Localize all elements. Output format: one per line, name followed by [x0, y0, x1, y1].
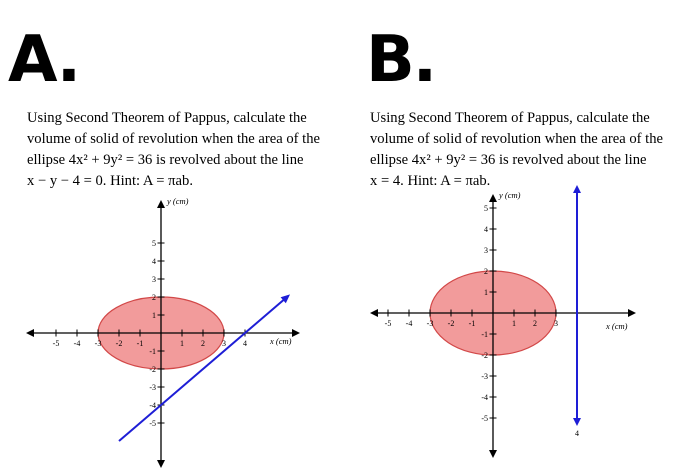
y-tick-label: 1 [152, 311, 156, 320]
x-tick-label: -3 [426, 319, 434, 328]
x-tick-label: 3 [554, 319, 558, 328]
problem-line: Using Second Theorem of Pappus, calculate the [370, 110, 650, 126]
y-tick-label: -3 [149, 383, 156, 392]
y-axis-label: y (cm) [499, 190, 521, 200]
x-tick-label: 2 [201, 339, 205, 348]
x-tick-label: -1 [468, 319, 476, 328]
panel-b-problem [370, 108, 700, 192]
y-tick-label: -3 [481, 372, 488, 381]
y-tick-label: -2 [149, 365, 156, 374]
hint: Hint: A = πab. [110, 173, 193, 189]
y-tick-label: -5 [481, 414, 488, 423]
x-axis-label: x (cm) [606, 321, 628, 331]
y-axis-arrow-up [489, 194, 497, 202]
x-tick-label: -4 [405, 319, 413, 328]
panel-b-letter: B. [366, 23, 436, 97]
problem-line: volume of solid of revolution when the area of the [370, 131, 664, 147]
axis-line-equation: x − y − 4 = 0. [27, 173, 107, 189]
problem-line [27, 171, 362, 192]
problem-line [27, 150, 362, 171]
y-tick-label: -4 [481, 393, 488, 402]
revolve-line-label: 4 [575, 429, 579, 438]
y-axis-arrow-down [489, 450, 497, 458]
x-axis-label: x (cm) [270, 336, 292, 346]
ellipse-suffix: is revolved about the line [495, 152, 647, 168]
y-tick-label: 4 [484, 225, 488, 234]
y-tick-label: -1 [481, 330, 488, 339]
panel-a-letter: A. [8, 23, 80, 97]
ellipse-suffix: is revolved about the line [152, 152, 304, 168]
x-axis-arrow-right [628, 309, 636, 317]
x-tick-label: 4 [243, 339, 247, 348]
y-tick-label: 2 [152, 293, 156, 302]
ellipse-equation: 4x² + 9y² = 36 [411, 152, 496, 168]
x-axis-arrow-left [26, 329, 34, 337]
axis-line-equation: x = 4. [370, 173, 404, 189]
x-axis-arrow-left [370, 309, 378, 317]
x-tick-label: -5 [52, 339, 60, 348]
x-tick-label: 1 [512, 319, 516, 328]
x-tick-label: 1 [180, 339, 184, 348]
panel-b-graph [362, 190, 662, 470]
x-tick-label: -5 [384, 319, 392, 328]
panel-a-graph [20, 194, 310, 474]
y-tick-label: 4 [152, 257, 156, 266]
x-tick-label: -3 [94, 339, 102, 348]
y-axis-arrow-down [157, 460, 165, 468]
y-tick-label: 3 [152, 275, 156, 284]
y-tick-label: 2 [484, 267, 488, 276]
revolve-line-arrow-down [573, 418, 581, 426]
problem-line: volume of solid of revolution when the area of the [27, 131, 321, 147]
panel-a-problem [27, 108, 362, 192]
x-tick-label: -1 [136, 339, 144, 348]
problem-line [370, 150, 700, 171]
y-tick-label: -4 [149, 401, 156, 410]
y-tick-label: 5 [484, 204, 488, 213]
x-axis-arrow-right [292, 329, 300, 337]
problem-line [370, 171, 700, 192]
x-tick-label: 3 [222, 339, 226, 348]
y-axis-arrow-up [157, 200, 165, 208]
y-tick-label: -2 [481, 351, 488, 360]
x-tick-label: -2 [447, 319, 455, 328]
ellipse-prefix: ellipse [27, 152, 69, 168]
ellipse-prefix: ellipse [370, 152, 412, 168]
y-tick-label: -5 [149, 419, 156, 428]
problem-line: Using Second Theorem of Pappus, calculate the [27, 110, 307, 126]
y-axis-label: y (cm) [167, 196, 189, 206]
y-tick-label: 1 [484, 288, 488, 297]
y-tick-label: 5 [152, 239, 156, 248]
x-tick-label: 2 [533, 319, 537, 328]
hint: Hint: A = πab. [407, 173, 491, 189]
y-tick-label: 3 [484, 246, 488, 255]
y-tick-label: -1 [149, 347, 156, 356]
ellipse-equation: 4x² + 9y² = 36 [68, 152, 153, 168]
x-tick-label: -2 [115, 339, 123, 348]
x-tick-label: -4 [73, 339, 81, 348]
